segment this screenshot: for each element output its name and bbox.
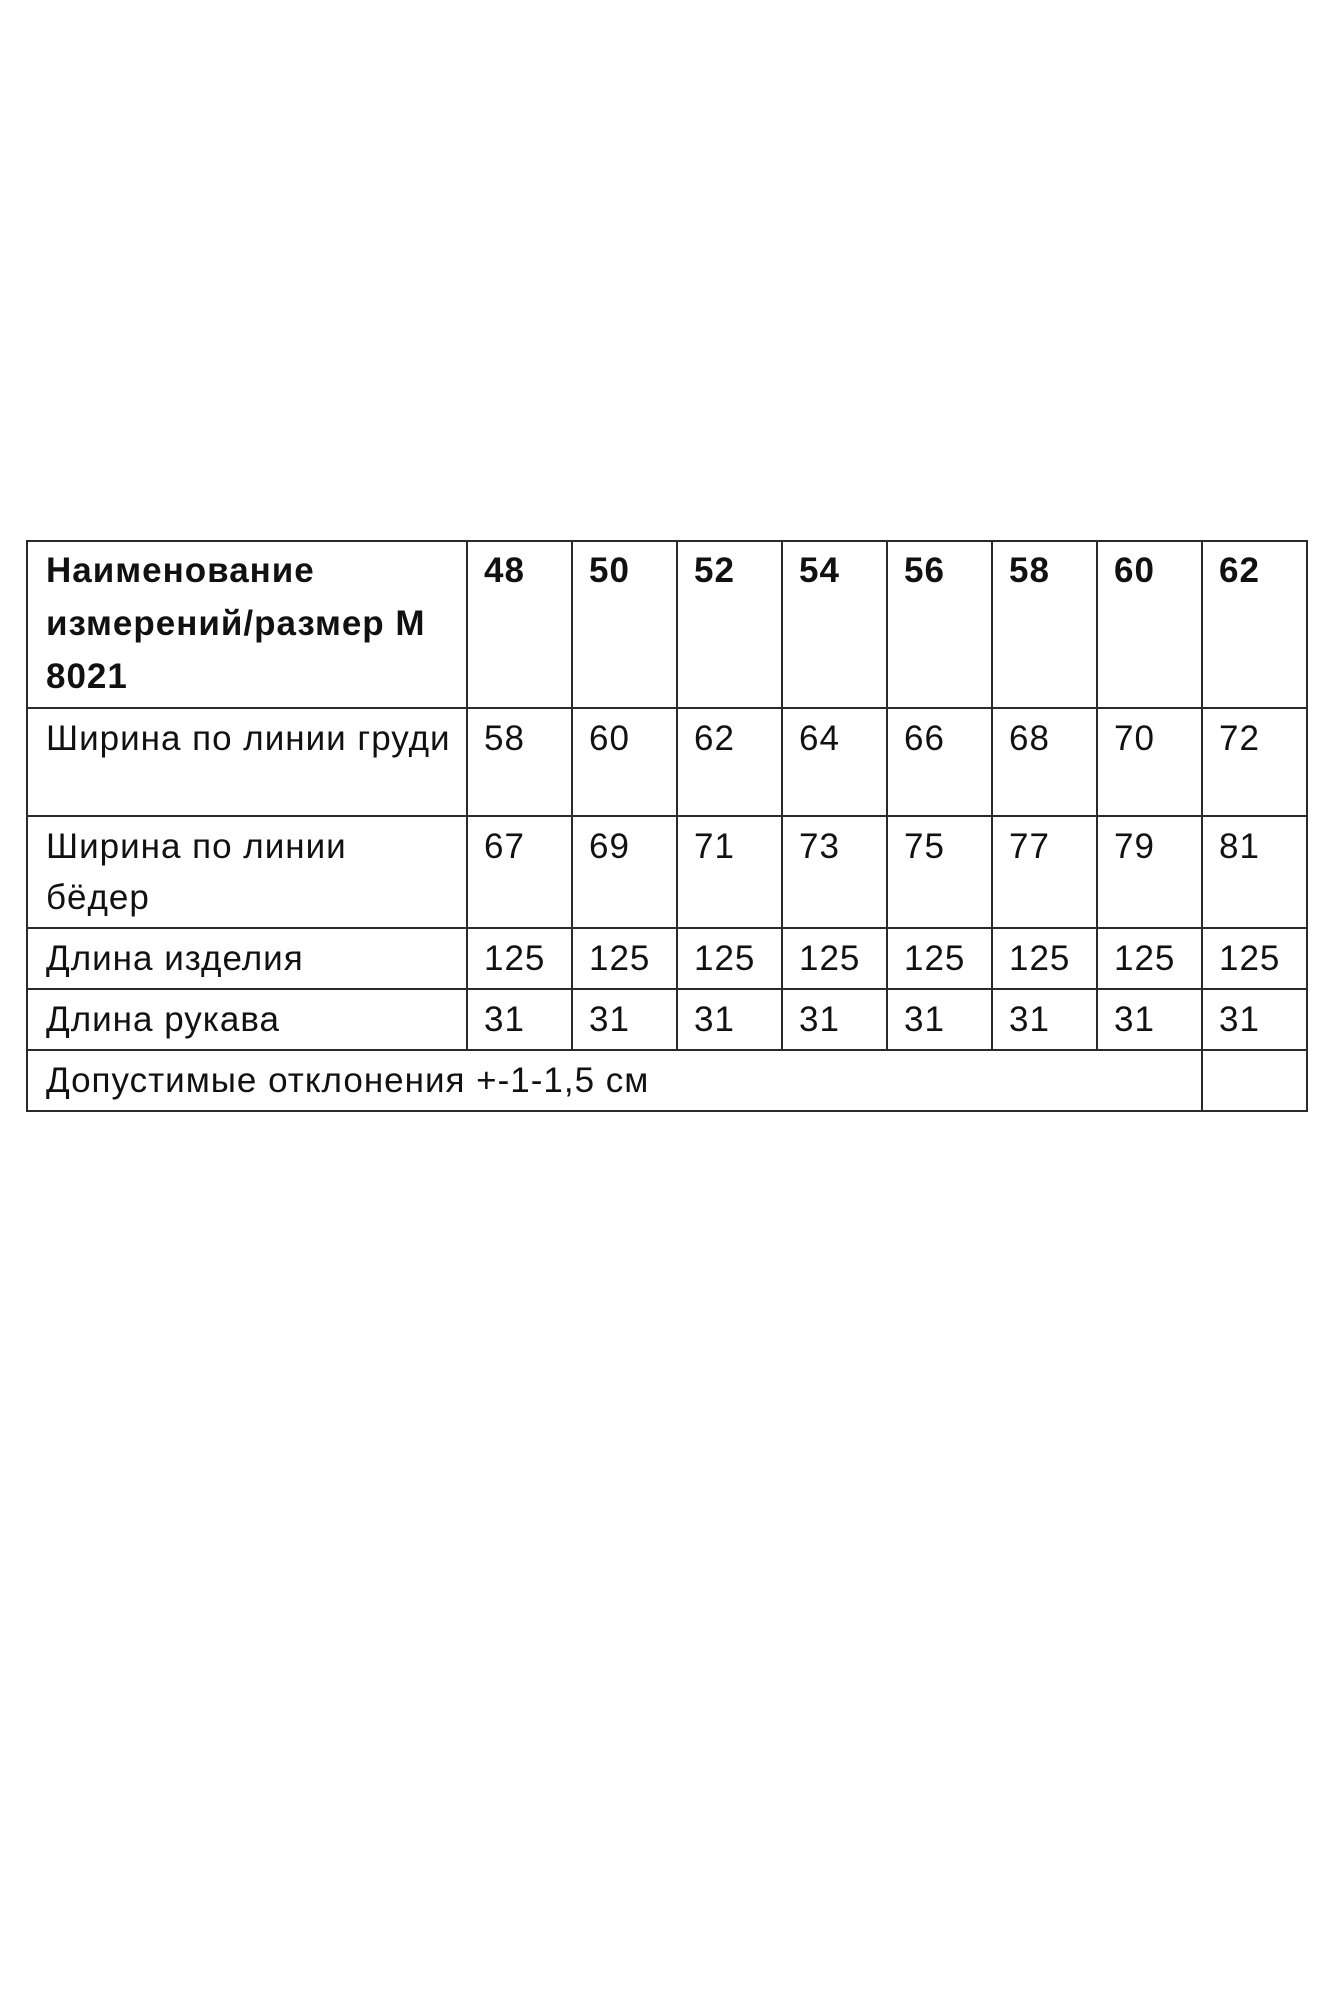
size-header-cell: 62: [1202, 541, 1307, 708]
value-cell: 68: [992, 708, 1097, 816]
value-cell: 66: [887, 708, 992, 816]
size-header-cell: 58: [992, 541, 1097, 708]
table-note-row: [27, 1050, 1307, 1111]
row-label-cell: Длина изделия: [27, 928, 467, 989]
value-cell: 31: [572, 989, 677, 1050]
value-cell: 31: [782, 989, 887, 1050]
header-label-cell: Наименование измерений/размер М 8021: [27, 541, 467, 708]
value-cell: 31: [1202, 989, 1307, 1050]
value-cell: 62: [677, 708, 782, 816]
value-cell: 31: [887, 989, 992, 1050]
size-header-cell: 50: [572, 541, 677, 708]
value-cell: 72: [1202, 708, 1307, 816]
note-empty-cell: [1202, 1050, 1307, 1111]
value-cell: 81: [1202, 816, 1307, 928]
value-cell: 125: [467, 928, 572, 989]
value-cell: 60: [572, 708, 677, 816]
value-cell: 125: [992, 928, 1097, 989]
size-header-cell: 48: [467, 541, 572, 708]
value-cell: 125: [1097, 928, 1202, 989]
row-label-cell: Ширина по линии груди: [27, 708, 467, 816]
value-cell: 64: [782, 708, 887, 816]
tolerance-note: Допустимые отклонения +-1-1,5 см: [27, 1050, 1202, 1111]
table-row: [27, 989, 1307, 1050]
size-chart-table: [26, 540, 1308, 1112]
value-cell: 79: [1097, 816, 1202, 928]
table-row: [27, 816, 1307, 928]
value-cell: 31: [467, 989, 572, 1050]
value-cell: 31: [992, 989, 1097, 1050]
row-label-cell: Длина рукава: [27, 989, 467, 1050]
value-cell: 125: [887, 928, 992, 989]
size-header-cell: 60: [1097, 541, 1202, 708]
size-header-cell: 56: [887, 541, 992, 708]
value-cell: 69: [572, 816, 677, 928]
value-cell: 70: [1097, 708, 1202, 816]
size-header-cell: 52: [677, 541, 782, 708]
value-cell: 125: [572, 928, 677, 989]
value-cell: 31: [677, 989, 782, 1050]
value-cell: 73: [782, 816, 887, 928]
value-cell: 31: [1097, 989, 1202, 1050]
value-cell: 58: [467, 708, 572, 816]
value-cell: 75: [887, 816, 992, 928]
table-row: [27, 708, 1307, 816]
table-header-row: [27, 541, 1307, 708]
table-row: [27, 928, 1307, 989]
value-cell: 125: [782, 928, 887, 989]
value-cell: 125: [1202, 928, 1307, 989]
value-cell: 71: [677, 816, 782, 928]
value-cell: 67: [467, 816, 572, 928]
value-cell: 77: [992, 816, 1097, 928]
value-cell: 125: [677, 928, 782, 989]
size-header-cell: 54: [782, 541, 887, 708]
row-label-cell: Ширина по линии бёдер: [27, 816, 467, 928]
